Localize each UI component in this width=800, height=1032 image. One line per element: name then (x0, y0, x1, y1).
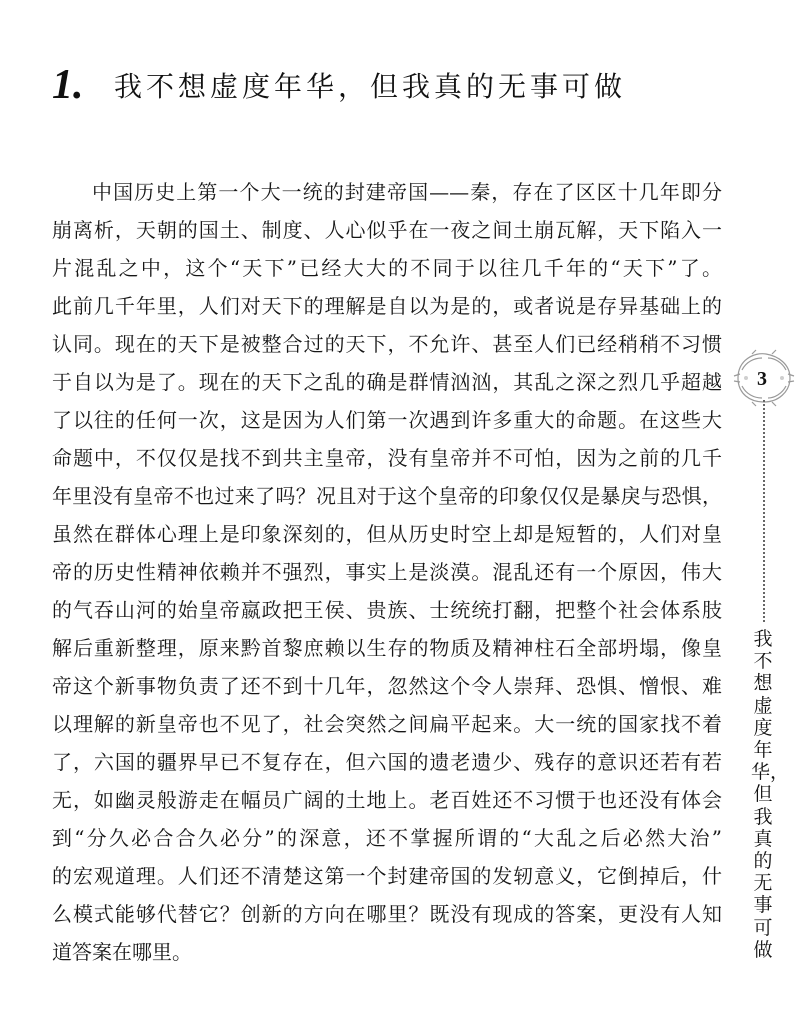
body-line: 虽然在群体心理上是印象深刻的，但从历史时空上却是短暂的，人们对皇 (52, 522, 722, 546)
body-line: 无，如幽灵般游走在幅员广阔的土地上。老百姓还不习惯于也还没有体会 (52, 788, 722, 812)
body-line: 到“分久必合合久必分”的深意，还不掌握所谓的“大乱之后必然大治” (52, 826, 722, 850)
running-title-vertical: 我不想虚度年华，但我真的无事可做 (751, 628, 790, 961)
body-line: 命题中，不仅仅是找不到共主皇帝，没有皇帝并不可怕，因为之前的几千 (52, 446, 722, 470)
body-line: 崩离析，天朝的国土、制度、人心似乎在一夜之间土崩瓦解，天下陷入一 (52, 218, 722, 242)
body-line: 么模式能够代替它？创新的方向在哪里？既没有现成的答案，更没有人知 (52, 902, 722, 926)
page-number: 3 (757, 368, 767, 390)
body-line: 于自以为是了。现在的天下之乱的确是群情汹汹，其乱之深之烈几乎超越 (52, 370, 722, 394)
body-line: 以理解的新皇帝也不见了，社会突然之间扁平起来。大一统的国家找不着 (52, 712, 722, 736)
body-line: 此前几千年里，人们对天下的理解是自以为是的，或者说是存异基础上的 (52, 294, 722, 318)
body-line: 中国历史上第一个大一统的封建帝国——秦，存在了区区十几年即分 (92, 180, 722, 204)
body-line: 的气吞山河的始皇帝嬴政把王侯、贵族、士统统打翻，把整个社会体系肢 (52, 598, 722, 622)
body-line: 帝这个新事物负责了还不到十几年，忽然这个令人崇拜、恐惧、憎恨、难 (52, 674, 722, 698)
body-line: 道答案在哪里。 (52, 940, 192, 964)
body-line: 帝的历史性精神依赖并不强烈，事实上是淡漠。混乱还有一个原因，伟大 (52, 560, 722, 584)
margin-dotted-rule (763, 400, 765, 622)
body-line: 了，六国的疆界早已不复存在，但六国的遗老遗少、残存的意识还若有若 (52, 750, 722, 774)
body-line: 年里没有皇帝不也过来了吗？况且对于这个皇帝的印象仅仅是暴戾与恐惧， (52, 484, 722, 508)
body-line: 了以往的任何一次，这是因为人们第一次遇到许多重大的命题。在这些大 (52, 408, 722, 432)
body-line: 的宏观道理。人们还不清楚这第一个封建帝国的发轫意义，它倒掉后，什 (52, 864, 722, 888)
body-line: 片混乱之中，这个“天下”已经大大的不同于以往几千年的“天下”了。 (52, 256, 722, 280)
chapter-title: 我不想虚度年华，但我真的无事可做 (114, 70, 627, 103)
body-line: 解后重新整理，原来黔首黎庶赖以生存的物质及精神柱石全部坍塌，像皇 (52, 636, 722, 660)
chapter-number: 1. (52, 62, 84, 108)
body-line: 认同。现在的天下是被整合过的天下，不允许、甚至人们已经稍稍不习惯 (52, 332, 722, 356)
